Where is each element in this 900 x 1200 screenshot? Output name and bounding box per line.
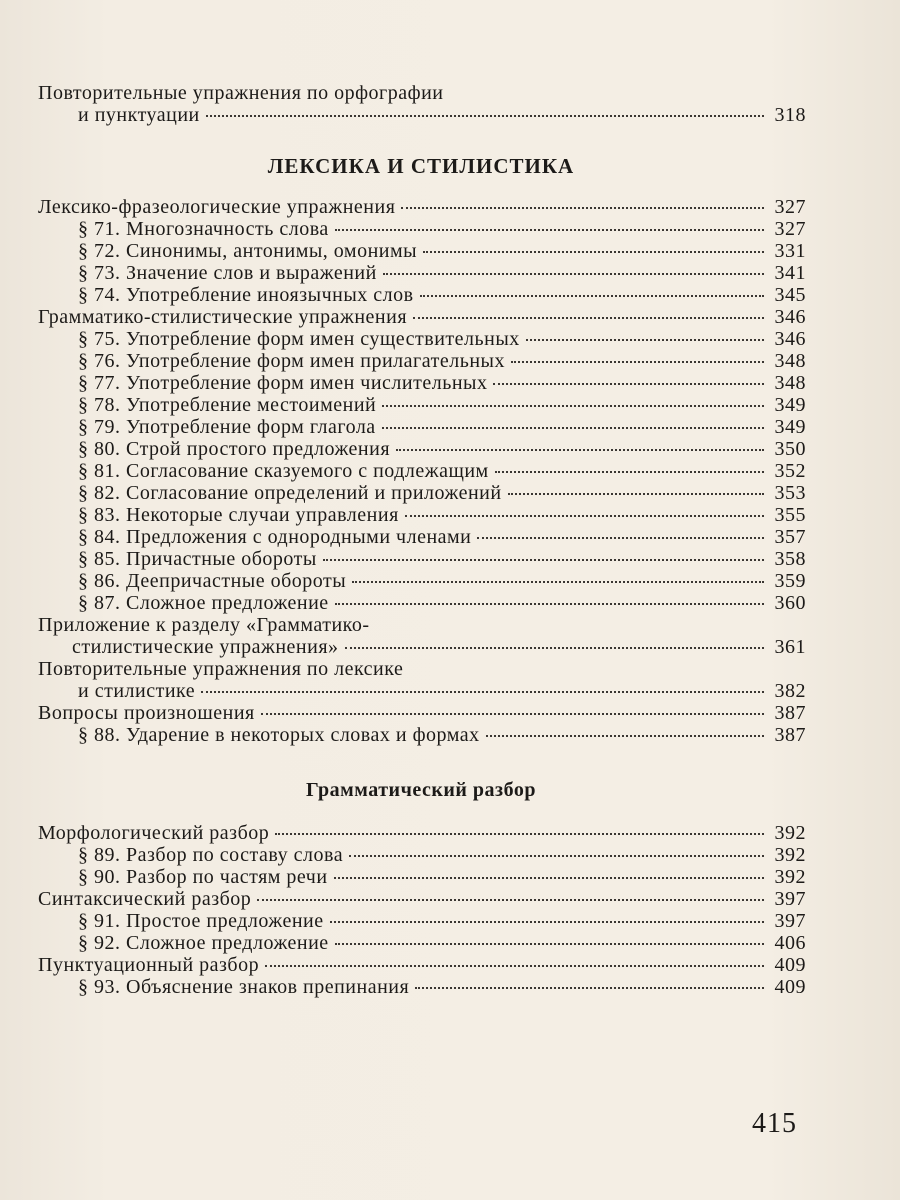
toc-entry-page: 341 <box>774 262 806 284</box>
toc-entry-page: 345 <box>774 284 806 306</box>
toc-entry <box>36 416 806 438</box>
toc-entry <box>36 284 806 306</box>
leader-dots <box>382 427 764 429</box>
toc-entry-title: Пунктуационный разбор <box>38 954 260 976</box>
toc-entry-page: 382 <box>774 680 806 702</box>
toc-entry-title: Синтаксический разбор <box>38 888 252 910</box>
toc-entry-title: § 89. Разбор по составу слова <box>78 844 344 866</box>
leader-dots <box>257 899 764 901</box>
toc-entry <box>36 702 806 724</box>
leader-dots <box>477 537 764 539</box>
leader-dots <box>511 361 764 363</box>
toc-entry-page: 349 <box>774 394 806 416</box>
leader-dots <box>423 251 764 253</box>
toc-entry <box>36 724 806 746</box>
leader-dots <box>201 691 764 693</box>
toc-entry-page: 406 <box>774 932 806 954</box>
toc-entry-title: § 93. Объяснение знаков препинания <box>78 976 410 998</box>
toc-entry-title: § 72. Синонимы, антонимы, омонимы <box>78 240 418 262</box>
leader-dots <box>335 603 764 605</box>
toc-entry-intro-line1: Повторительные упражнения по орфографии <box>38 82 444 104</box>
toc-entry <box>36 592 806 614</box>
leader-dots <box>335 943 764 945</box>
toc-entry <box>36 910 806 932</box>
toc-entry-title: § 75. Употребление форм имен существительных <box>78 328 520 350</box>
toc-entry-title: Морфологический разбор <box>38 822 270 844</box>
toc-entry <box>36 196 806 218</box>
toc-entry-page: 353 <box>774 482 806 504</box>
toc-entry-page: 348 <box>774 372 806 394</box>
toc-entry <box>36 328 806 350</box>
toc-entry-intro-line2 <box>36 104 806 126</box>
toc-entry <box>36 262 806 284</box>
toc-entry-title: § 81. Согласование сказуемого с подлежащим <box>78 460 489 482</box>
toc-entry <box>36 218 806 240</box>
toc-entry <box>36 394 806 416</box>
toc-entry-page: 397 <box>774 910 806 932</box>
toc-entry-title: § 86. Деепричастные обороты <box>78 570 347 592</box>
toc-entry-page: 392 <box>774 866 806 888</box>
leader-dots <box>206 115 764 117</box>
toc-entry-title: и пунктуации <box>78 104 200 126</box>
toc-entry <box>36 526 806 548</box>
leader-dots <box>323 559 764 561</box>
toc-entry-title: § 84. Предложения с однородными членами <box>78 526 472 548</box>
toc-entry-title: § 83. Некоторые случаи управления <box>78 504 399 526</box>
toc-entry <box>36 844 806 866</box>
leader-dots <box>352 581 764 583</box>
toc-entry-title: стилистические упражнения» <box>72 636 339 658</box>
leader-dots <box>486 735 764 737</box>
leader-dots <box>415 987 764 989</box>
leader-dots <box>383 273 764 275</box>
toc-entry-title: § 74. Употребление иноязычных слов <box>78 284 414 306</box>
leader-dots <box>265 965 764 967</box>
toc-entry-page: 331 <box>774 240 806 262</box>
toc-entry <box>36 350 806 372</box>
toc-entry-page: 346 <box>774 306 806 328</box>
toc-entry-page: 355 <box>774 504 806 526</box>
leader-dots <box>526 339 764 341</box>
leader-dots <box>275 833 764 835</box>
toc-entry-title: § 80. Строй простого предложения <box>78 438 391 460</box>
toc-entry-title: § 85. Причастные обороты <box>78 548 317 570</box>
leader-dots <box>405 515 764 517</box>
toc-entry-title: и стилистике <box>78 680 196 702</box>
toc-entry-page: 409 <box>774 976 806 998</box>
toc-entry-page: 392 <box>774 844 806 866</box>
toc-entry-title: Вопросы произношения <box>38 702 255 724</box>
leader-dots <box>495 471 764 473</box>
toc-entry-title: § 88. Ударение в некоторых словах и формах <box>78 724 480 746</box>
leader-dots <box>493 383 764 385</box>
toc-entry-page: 327 <box>774 218 806 240</box>
toc-entry <box>36 954 806 976</box>
toc-entry-appendix-line2 <box>36 636 806 658</box>
toc-entry-title: § 73. Значение слов и выражений <box>78 262 377 284</box>
leader-dots <box>413 317 764 319</box>
toc-entry-title: Грамматико-стилистические упражнения <box>38 306 408 328</box>
leader-dots <box>261 713 764 715</box>
leader-dots <box>345 647 764 649</box>
section-heading-grammar: Грамматический разбор <box>306 779 536 801</box>
toc-entry-title: § 77. Употребление форм имен числительных <box>78 372 488 394</box>
toc-entry-page: 387 <box>774 724 806 746</box>
toc-entry <box>36 976 806 998</box>
toc-entry-title: § 76. Употребление форм имен прилагательных <box>78 350 505 372</box>
toc-entry-page: 361 <box>774 636 806 658</box>
toc-entry-page: 409 <box>774 954 806 976</box>
toc-entry-title: § 92. Сложное предложение <box>78 932 329 954</box>
toc-entry-title: § 78. Употребление местоимений <box>78 394 377 416</box>
toc-entry-title: § 87. Сложное предложение <box>78 592 329 614</box>
leader-dots <box>334 877 764 879</box>
toc-entry <box>36 504 806 526</box>
toc-entry <box>36 372 806 394</box>
toc-entry-title: § 91. Простое предложение <box>78 910 324 932</box>
toc-entry <box>36 438 806 460</box>
leader-dots <box>420 295 764 297</box>
toc-entry-page: 352 <box>774 460 806 482</box>
toc-entry <box>36 548 806 570</box>
page-number: 415 <box>752 1108 797 1139</box>
toc-entry <box>36 460 806 482</box>
toc-entry-page: 358 <box>774 548 806 570</box>
toc-entry-review-line1: Повторительные упражнения по лексике <box>38 658 404 680</box>
leader-dots <box>508 493 764 495</box>
toc-entry <box>36 306 806 328</box>
toc-entry-page: 349 <box>774 416 806 438</box>
toc-entry-page: 348 <box>774 350 806 372</box>
toc-entry <box>36 822 806 844</box>
toc-entry-page: 360 <box>774 592 806 614</box>
toc-entry <box>36 866 806 888</box>
toc-entry <box>36 240 806 262</box>
toc-entry-title: § 90. Разбор по частям речи <box>78 866 328 888</box>
toc-entry-title: § 71. Многозначность слова <box>78 218 329 240</box>
toc-entry-page: 359 <box>774 570 806 592</box>
toc-entry-page: 397 <box>774 888 806 910</box>
toc-entry-page: 387 <box>774 702 806 724</box>
toc-entry-title: § 82. Согласование определений и приложений <box>78 482 502 504</box>
toc-entry <box>36 482 806 504</box>
table-of-contents <box>36 82 806 998</box>
toc-entry-page: 346 <box>774 328 806 350</box>
leader-dots <box>401 207 764 209</box>
leader-dots <box>396 449 764 451</box>
toc-entry-title: Лексико-фразеологические упражнения <box>38 196 396 218</box>
toc-entry-page: 357 <box>774 526 806 548</box>
toc-entry-page: 392 <box>774 822 806 844</box>
section-heading-lexicon: ЛЕКСИКА И СТИЛИСТИКА <box>267 154 575 178</box>
toc-entry-title: § 79. Употребление форм глагола <box>78 416 376 438</box>
leader-dots <box>330 921 764 923</box>
toc-entry-review-line2 <box>36 680 806 702</box>
leader-dots <box>349 855 764 857</box>
toc-entry-page: 318 <box>774 104 806 126</box>
leader-dots <box>335 229 764 231</box>
toc-entry-page: 327 <box>774 196 806 218</box>
toc-entry <box>36 888 806 910</box>
toc-entry <box>36 932 806 954</box>
toc-entry <box>36 570 806 592</box>
toc-entry-appendix-line1: Приложение к разделу «Грамматико- <box>38 614 370 636</box>
toc-entry-page: 350 <box>774 438 806 460</box>
leader-dots <box>382 405 764 407</box>
